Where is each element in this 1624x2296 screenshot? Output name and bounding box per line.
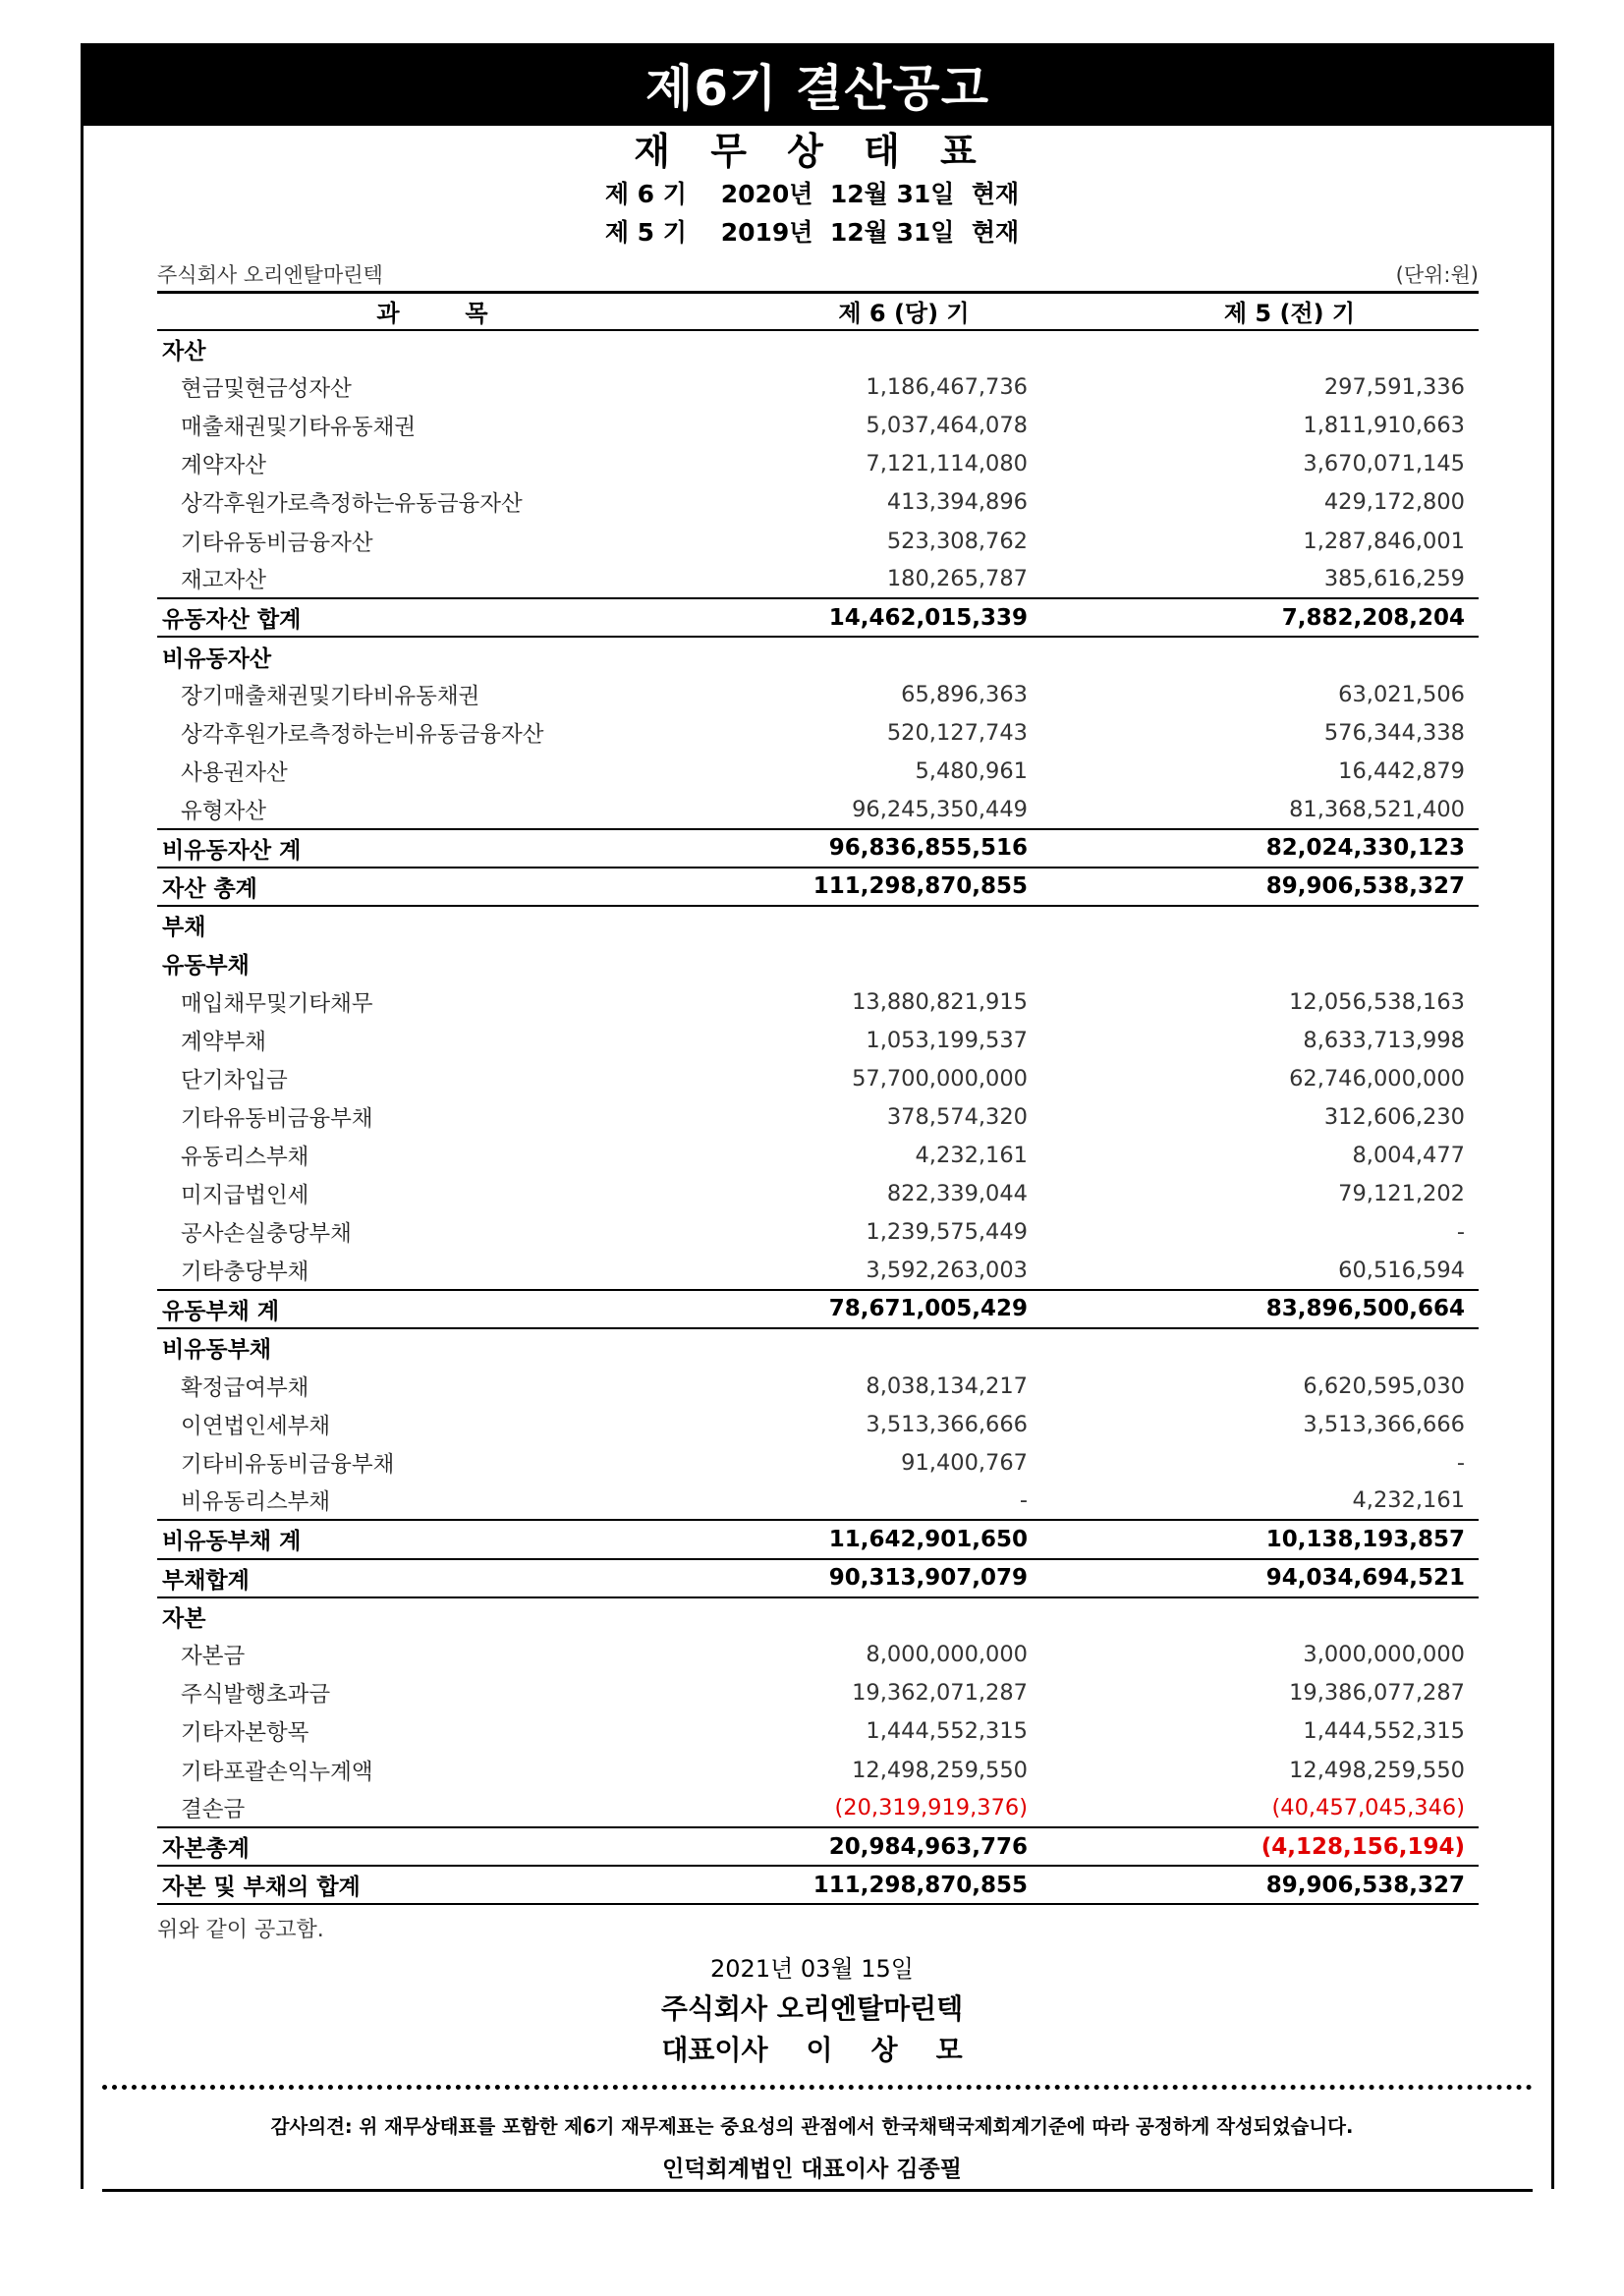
row-label: 부채 — [162, 915, 206, 941]
row-label: 확정급여부채 — [181, 1374, 309, 1401]
row-label: 비유동부채 계 — [157, 1520, 707, 1558]
unit-label: (단위:원) — [1395, 263, 1479, 287]
table-row — [157, 368, 1479, 407]
statement-title: 재 무 상 태 표 — [634, 130, 990, 173]
table-row — [157, 407, 1479, 445]
row-label: 단기차입금 — [181, 1067, 288, 1093]
auditor-signature: 인덕회계법인 대표이사 김종필 — [662, 2156, 962, 2182]
announcement-banner: 제6기 결산공고 — [81, 43, 1554, 126]
row-prior-value: 429,172,800 — [1323, 489, 1465, 516]
row-current-value: 96,245,350,449 — [852, 796, 1028, 822]
row-label: 비유동부채 — [162, 1337, 272, 1364]
row-current-value — [707, 1328, 1100, 1367]
table-row — [157, 1636, 1479, 1674]
header-account: 과 목 — [157, 293, 707, 330]
row-label: 재고자산 — [181, 568, 266, 594]
row-current-value: 65,896,363 — [901, 681, 1028, 707]
table-row — [157, 829, 1479, 868]
row-current-value: 1,186,467,736 — [866, 374, 1028, 401]
row-label: 기타유동비금융부채 — [181, 1105, 373, 1132]
table-row — [157, 713, 1479, 752]
row-prior-value: 89,906,538,327 — [1100, 868, 1479, 906]
row-current-value — [707, 1597, 1100, 1636]
row-current-value: 3,513,366,666 — [866, 1411, 1028, 1437]
row-prior-value: - — [1456, 1219, 1465, 1246]
row-current-value — [707, 330, 1100, 368]
row-prior-value: 89,906,538,327 — [1100, 1866, 1479, 1904]
row-prior-value: 12,498,259,550 — [1289, 1757, 1465, 1783]
row-current-value: 13,880,821,915 — [852, 988, 1028, 1015]
row-label: 미지급법인세 — [181, 1183, 309, 1209]
row-label: 사용권자산 — [181, 760, 288, 787]
row-current-value: 3,592,263,003 — [866, 1257, 1028, 1283]
row-current-value: 520,127,743 — [886, 719, 1028, 746]
table-row — [157, 1175, 1479, 1213]
row-current-value: 8,000,000,000 — [866, 1642, 1028, 1668]
row-current-value: 1,239,575,449 — [866, 1219, 1028, 1246]
row-label: 주식발행초과금 — [181, 1682, 331, 1708]
row-label: 이연법인세부채 — [181, 1413, 331, 1439]
table-row — [157, 1520, 1479, 1558]
row-label: 계약자산 — [181, 453, 266, 479]
table-row — [157, 637, 1479, 675]
row-current-value: 20,984,963,776 — [707, 1827, 1100, 1866]
row-prior-value: 63,021,506 — [1338, 681, 1465, 707]
row-label: 비유동자산 — [162, 645, 272, 672]
row-prior-value: 94,034,694,521 — [1100, 1559, 1479, 1597]
row-prior-value — [1100, 637, 1479, 675]
table-row — [157, 1367, 1479, 1405]
header-prior-period: 제 5 (전) 기 — [1100, 293, 1479, 330]
row-label: 비유동자산 계 — [157, 829, 707, 868]
row-label: 자본 및 부채의 합계 — [157, 1866, 707, 1904]
row-current-value: (20,319,919,376) — [834, 1795, 1028, 1821]
row-current-value: 19,362,071,287 — [852, 1680, 1028, 1707]
row-label: 유동자산 합계 — [157, 598, 707, 637]
row-label: 자본 — [162, 1606, 206, 1633]
row-label: 현금및현금성자산 — [181, 376, 352, 403]
row-prior-value: 297,591,336 — [1323, 374, 1465, 401]
row-label: 장기매출채권및기타비유동채권 — [181, 683, 480, 709]
table-row — [157, 330, 1479, 368]
header-current-period: 제 6 (당) 기 — [707, 293, 1100, 330]
table-row — [157, 982, 1479, 1021]
row-label: 자본금 — [181, 1644, 246, 1670]
row-current-value — [707, 906, 1100, 944]
audit-opinion: 감사의견: 위 재무상태표를 포함한 제6기 재무제표는 중요성의 관점에서 한국채택국제회계기준에 따라 공정하게 작성되었습니다. — [270, 2115, 1354, 2138]
table-header-row — [157, 293, 1479, 330]
row-label: 기타포괄손익누계액 — [181, 1759, 373, 1785]
row-current-value: 96,836,855,516 — [707, 829, 1100, 868]
table-row — [157, 483, 1479, 522]
row-prior-value: 8,004,477 — [1352, 1143, 1465, 1169]
row-prior-value: 3,000,000,000 — [1303, 1642, 1465, 1668]
row-prior-value — [1100, 1597, 1479, 1636]
table-row — [157, 675, 1479, 713]
row-prior-value — [1100, 906, 1479, 944]
row-label: 유형자산 — [181, 798, 266, 824]
row-current-value: 378,574,320 — [886, 1103, 1028, 1130]
signing-company: 주식회사 오리엔탈마린텍 — [660, 1992, 964, 2025]
row-label: 매출채권및기타유동채권 — [181, 415, 417, 441]
row-current-value: 1,053,199,537 — [866, 1027, 1028, 1053]
row-prior-value: (4,128,156,194) — [1100, 1827, 1479, 1866]
row-prior-value: 62,746,000,000 — [1289, 1065, 1465, 1092]
period-current: 제 6 기 2020년 12월 31일 현재 — [604, 180, 1020, 208]
row-current-value: 90,313,907,079 — [707, 1559, 1100, 1597]
row-label: 상각후원가로측정하는유동금융자산 — [181, 491, 523, 518]
row-current-value: 5,037,464,078 — [866, 413, 1028, 439]
row-prior-value — [1100, 1328, 1479, 1367]
table-row — [157, 1751, 1479, 1789]
table-row — [157, 1136, 1479, 1174]
table-row — [157, 1866, 1479, 1904]
row-current-value: - — [1019, 1487, 1028, 1514]
row-current-value: 413,394,896 — [886, 489, 1028, 516]
row-label: 계약부채 — [181, 1029, 266, 1055]
row-current-value: 180,265,787 — [886, 566, 1028, 592]
row-label: 자산 총계 — [157, 868, 707, 906]
signing-ceo: 대표이사 이 상 모 — [661, 2034, 963, 2066]
table-row — [157, 1674, 1479, 1712]
row-current-value: 111,298,870,855 — [707, 868, 1100, 906]
row-prior-value — [1100, 330, 1479, 368]
table-row — [157, 1328, 1479, 1367]
row-prior-value: 6,620,595,030 — [1303, 1372, 1465, 1399]
row-prior-value: 82,024,330,123 — [1100, 829, 1479, 868]
table-row — [157, 598, 1479, 637]
row-prior-value: 79,121,202 — [1338, 1181, 1465, 1207]
row-prior-value: 312,606,230 — [1323, 1103, 1465, 1130]
table-row — [157, 1021, 1479, 1059]
row-current-value: 4,232,161 — [915, 1143, 1028, 1169]
row-current-value: 78,671,005,429 — [707, 1290, 1100, 1328]
table-row — [157, 1405, 1479, 1443]
table-row — [157, 1789, 1479, 1827]
announcement-note: 위와 같이 공고함. — [157, 1918, 324, 1942]
row-prior-value: 385,616,259 — [1323, 566, 1465, 592]
row-label: 기타비유동비금융부채 — [181, 1451, 395, 1478]
table-row — [157, 1827, 1479, 1866]
row-current-value: 822,339,044 — [886, 1181, 1028, 1207]
row-label: 유동부채 — [162, 953, 250, 980]
row-prior-value: 10,138,193,857 — [1100, 1520, 1479, 1558]
table-row — [157, 868, 1479, 906]
table-row — [157, 1290, 1479, 1328]
row-current-value — [707, 637, 1100, 675]
bottom-divider — [102, 2189, 1533, 2192]
row-label: 부채합계 — [157, 1559, 707, 1597]
row-prior-value: 3,513,366,666 — [1303, 1411, 1465, 1437]
row-current-value: 11,642,901,650 — [707, 1520, 1100, 1558]
row-current-value: 57,700,000,000 — [852, 1065, 1028, 1092]
table-row — [157, 753, 1479, 791]
row-label: 자본총계 — [157, 1827, 707, 1866]
table-row — [157, 1712, 1479, 1751]
row-prior-value: 8,633,713,998 — [1303, 1027, 1465, 1053]
company-name: 주식회사 오리엔탈마린텍 — [157, 263, 383, 287]
row-prior-value: 1,444,552,315 — [1303, 1718, 1465, 1745]
table-row — [157, 445, 1479, 483]
row-prior-value: - — [1456, 1449, 1465, 1476]
row-label: 결손금 — [181, 1797, 246, 1823]
row-current-value: 111,298,870,855 — [707, 1866, 1100, 1904]
dotted-divider — [102, 2085, 1533, 2090]
table-row — [157, 522, 1479, 560]
row-label: 유동부채 계 — [157, 1290, 707, 1328]
row-label: 상각후원가로측정하는비유동금융자산 — [181, 721, 544, 748]
row-prior-value: 81,368,521,400 — [1289, 796, 1465, 822]
row-prior-value: 1,811,910,663 — [1303, 413, 1465, 439]
table-row — [157, 944, 1479, 982]
row-prior-value: 12,056,538,163 — [1289, 988, 1465, 1015]
row-prior-value: (40,457,045,346) — [1271, 1795, 1465, 1821]
table-row — [157, 560, 1479, 598]
row-current-value — [707, 944, 1100, 982]
period-prior: 제 5 기 2019년 12월 31일 현재 — [604, 218, 1020, 247]
row-label: 기타충당부채 — [181, 1259, 309, 1285]
row-prior-value: 3,670,071,145 — [1303, 451, 1465, 477]
table-row — [157, 1097, 1479, 1136]
table-row — [157, 1559, 1479, 1597]
table-row — [157, 1482, 1479, 1520]
row-label: 기타유동비금융자산 — [181, 530, 373, 556]
table-row — [157, 1252, 1479, 1290]
row-current-value: 7,121,114,080 — [866, 451, 1028, 477]
row-label: 기타자본항목 — [181, 1720, 309, 1747]
announcement-date: 2021년 03월 15일 — [710, 1955, 914, 1983]
row-prior-value: 19,386,077,287 — [1289, 1680, 1465, 1707]
table-row — [157, 1597, 1479, 1636]
table-row — [157, 791, 1479, 829]
row-current-value: 91,400,767 — [901, 1449, 1028, 1476]
table-row — [157, 1443, 1479, 1482]
row-current-value: 1,444,552,315 — [866, 1718, 1028, 1745]
row-prior-value — [1100, 944, 1479, 982]
row-current-value: 12,498,259,550 — [852, 1757, 1028, 1783]
row-label: 비유동리스부채 — [181, 1489, 331, 1516]
row-label: 매입채무및기타채무 — [181, 990, 373, 1017]
row-label: 공사손실충당부채 — [181, 1221, 352, 1248]
row-label: 자산 — [162, 339, 206, 365]
row-current-value: 5,480,961 — [915, 758, 1028, 785]
row-current-value: 8,038,134,217 — [866, 1372, 1028, 1399]
balance-sheet-table — [157, 291, 1479, 1905]
row-current-value: 523,308,762 — [886, 528, 1028, 554]
row-current-value: 14,462,015,339 — [707, 598, 1100, 637]
row-prior-value: 60,516,594 — [1338, 1257, 1465, 1283]
row-prior-value: 576,344,338 — [1323, 719, 1465, 746]
table-row — [157, 1213, 1479, 1252]
table-row — [157, 906, 1479, 944]
row-prior-value: 4,232,161 — [1352, 1487, 1465, 1514]
company-unit-line — [157, 257, 1479, 291]
row-prior-value: 7,882,208,204 — [1100, 598, 1479, 637]
table-row — [157, 1059, 1479, 1097]
row-label: 유동리스부채 — [181, 1145, 309, 1171]
row-prior-value: 16,442,879 — [1338, 758, 1465, 785]
row-prior-value: 1,287,846,001 — [1303, 528, 1465, 554]
row-prior-value: 83,896,500,664 — [1100, 1290, 1479, 1328]
